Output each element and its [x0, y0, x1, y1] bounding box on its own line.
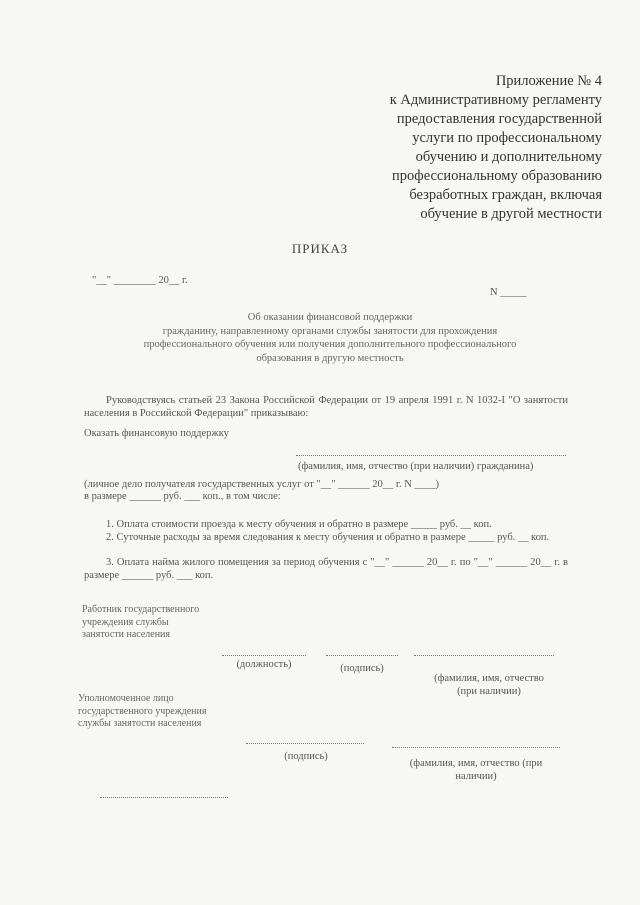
authorized-label-line: государственного учреждения — [78, 705, 207, 717]
preamble: Руководствуясь статьей 23 Закона Российской Федерации от 19 апреля 1991 г. N 1032-I "О занятости населения в Российской Федерации" приказываю: — [84, 395, 568, 419]
employee-position-caption: (должность) — [236, 659, 292, 670]
authorized-signature-line — [246, 743, 364, 744]
item-daily-allowance: 2. Суточные расходы за время следования к месту обучения и обратно в размере _____ руб. __ коп. — [106, 532, 550, 543]
order-date: "__" ________ 20__ г. — [92, 275, 188, 286]
personal-file-text: (личное дело получателя государственных услуг от "__" ______ 20__ г. N ____) — [84, 479, 439, 490]
authorized-signature-caption: (подпись) — [284, 751, 328, 762]
footnote-divider — [100, 797, 228, 798]
subject-line: гражданину, направленному органами службы занятости для прохождения — [162, 325, 498, 337]
subject-line: профессионального обучения или получения дополнительного профессионального — [143, 339, 517, 350]
authorized-name-caption — [394, 757, 558, 783]
employee-name-line — [414, 655, 554, 656]
citizen-name-caption: (фамилия, имя, отчество (при наличии) гражданина) — [298, 461, 534, 472]
employee-label-line: учреждения службы — [82, 616, 169, 628]
header-line: услуги по профессиональному — [412, 130, 602, 146]
authorized-label-line: службы занятости населения — [78, 718, 202, 729]
authorized-label-line: Уполномоченное лицо — [78, 693, 174, 704]
citizen-name-line — [296, 455, 566, 456]
order-number: N _____ — [490, 287, 527, 298]
employee-position-line — [222, 655, 306, 656]
header-line: профессиональному образованию — [392, 168, 602, 184]
authorized-label — [78, 693, 206, 731]
header-line: предоставления государственной — [396, 111, 602, 127]
subject-line: Об оказании финансовой поддержки — [247, 312, 413, 323]
item-housing: 3. Оплата найма жилого помещения за период обучения с "__" ______ 20__ г. по "__" ______ 20__ г. в размере ______ руб. ___ коп. — [84, 557, 568, 581]
amount-text: в размере ______ руб. ___ коп., в том числе: — [84, 491, 281, 502]
employee-label-line: занятости населения — [82, 629, 171, 640]
order-subject — [110, 311, 550, 365]
item-travel: 1. Оплата стоимости проезда к месту обучения и обратно в размере _____ руб. __ коп. — [106, 519, 492, 530]
header-line: обучению и дополнительному — [415, 149, 602, 165]
header-line: обучение в другой местности — [420, 206, 602, 222]
subject-line: образования в другую местность — [256, 352, 404, 364]
header-line: Приложение № 4 — [495, 73, 602, 89]
authorized-name-caption-line: (фамилия, имя, отчество (при — [409, 758, 543, 769]
employee-name-caption-line: (при наличии) — [457, 686, 521, 697]
authorized-name-line — [392, 747, 560, 748]
provide-support-text: Оказать финансовую поддержку — [84, 428, 229, 439]
employee-signature-line — [326, 655, 398, 656]
employee-label-line: Работник государственного — [82, 604, 200, 615]
appendix-header — [390, 72, 602, 224]
employee-name-caption — [414, 672, 564, 698]
header-line: безработных граждан, включая — [409, 187, 602, 203]
employee-label — [82, 604, 199, 642]
authorized-name-caption-line: наличии) — [455, 771, 497, 782]
employee-name-caption-line: (фамилия, имя, отчество — [434, 673, 544, 684]
document-title: ПРИКАЗ — [291, 241, 349, 256]
employee-signature-caption: (подпись) — [340, 663, 384, 674]
header-line: к Административному регламенту — [389, 92, 602, 108]
